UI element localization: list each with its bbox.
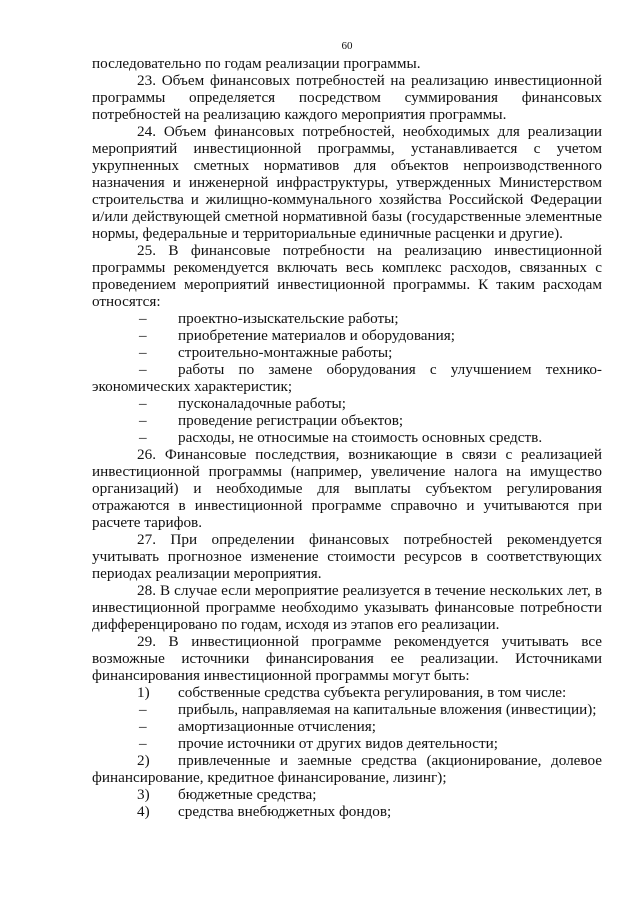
dash-marker: – xyxy=(139,412,147,429)
paragraph: 28. В случае если мероприятие реализуется в течение нескольких лет, в инвестиционной программе необходимо указывать финансовые потребности дифференцировано по годам, исходя из этапов его реализации. xyxy=(92,582,602,633)
number-marker: 2) xyxy=(137,752,150,769)
bullet-item xyxy=(92,344,602,361)
bullet-item xyxy=(92,327,602,344)
bullet-item-text: прочие источники от других видов деятельности; xyxy=(178,735,498,752)
paragraph: 29. В инвестиционной программе рекомендуется учитывать все возможные источники финансирования ее реализации. Источниками финансирования инвестиционной программы могут быть: xyxy=(92,633,602,684)
bullet-item-text: проектно-изыскательские работы; xyxy=(178,310,399,327)
paragraph: 24. Объем финансовых потребностей, необходимых для реализации мероприятий инвестиционной программы, устанавливается с учетом укрупненных сметных нормативов для объектов непроизводственного назначения и инженерной инфраструктуры, утвержденных Министерством строительства и жилищно-коммунального хозяйства Российской Федерации и/или действующей сметной нормативной базы (государственные элементные нормы, федеральные и территориальные единичные расценки и другие). xyxy=(92,123,602,242)
bullet-item-text: амортизационные отчисления; xyxy=(178,718,377,735)
page-number: 60 xyxy=(341,40,353,52)
dash-marker: – xyxy=(139,395,147,412)
paragraph: 23. Объем финансовых потребностей на реализацию инвестиционной программы определяется посредством суммирования финансовых потребностей на реализацию каждого мероприятия программы. xyxy=(92,72,602,123)
dash-marker: – xyxy=(139,310,147,327)
numbered-item-text: средства внебюджетных фондов; xyxy=(178,803,392,820)
bullet-item xyxy=(92,735,602,752)
number-marker: 1) xyxy=(137,684,150,701)
paragraph: 26. Финансовые последствия, возникающие в связи с реализацией инвестиционной программы (например, увеличение налога на имущество организаций) и необходимые для выплаты субъектом регулирования отражаются в инвестиционной программе справочно и учитываются при расчете тарифов. xyxy=(92,446,602,531)
dash-marker: – xyxy=(139,361,147,378)
document-body xyxy=(92,55,602,820)
bullet-item xyxy=(92,429,602,446)
numbered-item-text: собственные средства субъекта регулирования, в том числе: xyxy=(178,684,567,701)
bullet-item xyxy=(92,395,602,412)
bullet-item-text: работы по замене оборудования с улучшением технико-экономических характеристик; xyxy=(92,361,602,395)
numbered-item-text: бюджетные средства; xyxy=(178,786,317,803)
bullet-item xyxy=(92,412,602,429)
number-marker: 4) xyxy=(137,803,150,820)
bullet-item-text: строительно-монтажные работы; xyxy=(178,344,393,361)
bullet-item xyxy=(92,718,602,735)
dash-marker: – xyxy=(139,701,147,718)
bullet-item-text: прибыль, направляемая на капитальные вложения (инвестиции); xyxy=(178,701,597,718)
numbered-item-text: привлеченные и заемные средства (акционирование, долевое финансирование, кредитное финансирование, лизинг); xyxy=(92,752,602,786)
dash-marker: – xyxy=(139,429,147,446)
numbered-item xyxy=(92,752,602,786)
bullet-item xyxy=(92,701,602,718)
bullet-item-text: расходы, не относимые на стоимость основных средств. xyxy=(178,429,543,446)
number-marker: 3) xyxy=(137,786,150,803)
bullet-item-text: приобретение материалов и оборудования; xyxy=(178,327,456,344)
document-page xyxy=(92,40,602,820)
dash-marker: – xyxy=(139,344,147,361)
bullet-item-text: пусконаладочные работы; xyxy=(178,395,346,412)
bullet-item xyxy=(92,361,602,395)
numbered-item xyxy=(92,786,602,803)
bullet-item-text: проведение регистрации объектов; xyxy=(178,412,404,429)
paragraph: 25. В финансовые потребности на реализацию инвестиционной программы рекомендуется включать весь комплекс расходов, связанных с проведением мероприятий инвестиционной программы. К таким расходам относятся: xyxy=(92,242,602,310)
paragraph: 27. При определении финансовых потребностей рекомендуется учитывать прогнозное изменение стоимости ресурсов в соответствующих периодах реализации мероприятия. xyxy=(92,531,602,582)
dash-marker: – xyxy=(139,718,147,735)
numbered-item xyxy=(92,684,602,701)
bullet-item xyxy=(92,310,602,327)
paragraph-continuation: последовательно по годам реализации программы. xyxy=(92,55,421,72)
numbered-item xyxy=(92,803,602,820)
dash-marker: – xyxy=(139,735,147,752)
dash-marker: – xyxy=(139,327,147,344)
